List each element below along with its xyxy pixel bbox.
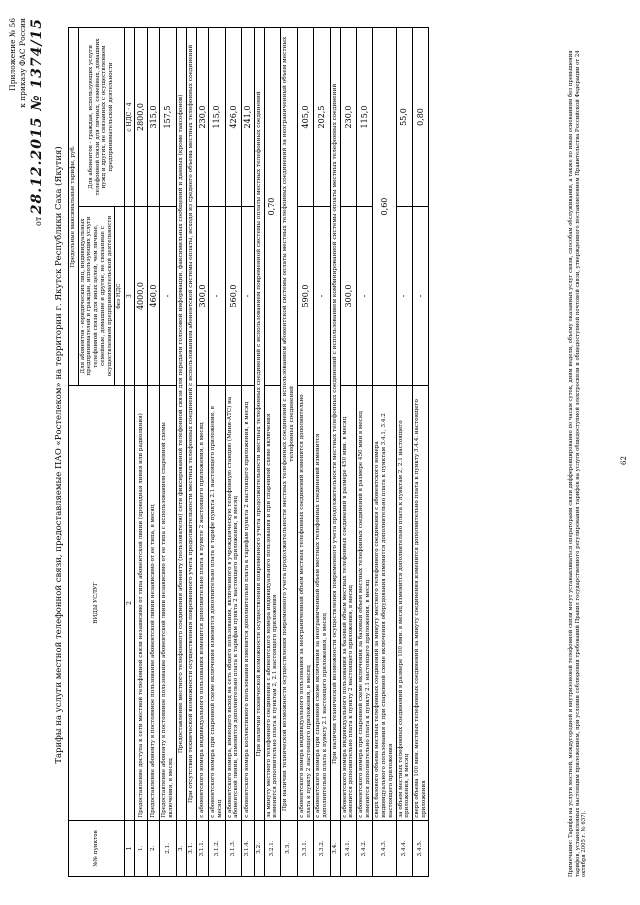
row-number: 3.1. [186, 820, 196, 876]
table-row [264, 28, 280, 877]
tariff-value-without-vat: 300,0 [340, 207, 356, 386]
col-header-citizens: Для абонентов - граждан, использующих услуги телефонной связи для личных, семейных, домашних нужд и других, не связанных с осуществлением предпринимательской деятельности [87, 38, 115, 196]
table-row [357, 28, 373, 877]
row-number: 3.1.4. [242, 820, 255, 876]
table-row [242, 28, 255, 877]
service-description: с абонентского номера индивидуального пользования за базовый объем местных телефонных соединений в размере 450 мин. в месяц изменится дополнительно плата к пункту 2 настоящего приложения, в месяц [340, 386, 356, 821]
notes [568, 27, 588, 877]
page-number: 62 [620, 456, 628, 465]
section-heading: Предоставление местного телефонного соединения абоненту (пользователю) сети фиксированной телефонной связи для передачи голосовой информации, факсимильных сообщений и данных (кроме таксофонов) [176, 28, 186, 821]
service-description: Предоставление абоненту в постоянное пользование абонентской линии независимо от ее типа, в месяц [147, 386, 160, 821]
tariff-value-without-vat: 560,0 [225, 207, 241, 386]
tariff-value-without-vat: - [396, 207, 412, 386]
table-section-row [254, 28, 264, 877]
service-description: с абонентского номера индивидуального пользования изменится дополнительно плата в пункте 2 настоящего приложения, в месяц [196, 386, 209, 821]
service-description: за объем местных телефонных соединений в размере 100 мин. в месяц изменится дополнительно плата к пунктам 2, 2.1 настоящего приложения, в месяц [396, 386, 412, 821]
tariff-value-merged: 0,60 [373, 28, 396, 386]
row-number: 3.4.3. [373, 820, 396, 876]
section-heading: При отсутствии технической возможности осуществления повременного учета продолжительности местных телефонных соединений с использованием абонентской системы оплаты, исходя из среднего объема местных телефонных соединений [186, 28, 196, 821]
tariff-value-without-vat: - [314, 207, 330, 386]
col-header-num: №№ пунктов [69, 820, 125, 876]
order-date-line [28, 18, 46, 226]
tariff-value-without-vat: - [242, 207, 255, 386]
tariff-value-with-vat: 115,0 [357, 28, 373, 207]
table-row [196, 28, 209, 877]
table-section-row [330, 28, 340, 877]
row-number: 3.2. [254, 820, 264, 876]
tariff-value-merged: 0,70 [264, 28, 280, 386]
row-number: 3.2.1. [264, 820, 280, 876]
index-cell-4: 4 [125, 102, 133, 107]
index-cell: с НДС · 4 [124, 28, 134, 207]
table-row [373, 28, 396, 877]
tariff-value-with-vat: 2800,0 [135, 28, 148, 207]
col-header-legal-entities: Для абонентов - юридических лиц, индивидуальных предпринимателей и граждан, использующих услуги телефонной связи для иных целей, чем личные, семейные, домашние и другие, не связанные с осуществлением предпринимательской деятельности [78, 207, 115, 386]
table-row [340, 28, 356, 877]
service-description: с абонентского номера при спаренной схеме включения за базовый объем местных телефонных соединений в размере 450 мин в месяц изменится дополнительно плата к пункту 2.1 настоящего приложения, в месяц [357, 386, 373, 821]
column-index-row [124, 28, 134, 877]
tariff-value-without-vat: 590,0 [297, 207, 313, 386]
notes-title: Примечание: [568, 839, 574, 877]
col-header-tariffs: Предельные максимальные тарифы, руб. [69, 28, 79, 386]
tariff-value-without-vat: - [412, 207, 428, 386]
row-number: 3.4.2. [357, 820, 373, 876]
tariff-value-without-vat: 4000,0 [135, 207, 148, 386]
tariff-value-with-vat: 426,0 [225, 28, 241, 207]
index-cell: 1 [124, 820, 134, 876]
table-section-row [280, 28, 297, 877]
row-number: 3. [176, 820, 186, 876]
tariff-value-with-vat: 241,0 [242, 28, 255, 207]
tariff-value-with-vat: 230,0 [340, 28, 356, 207]
table-row [225, 28, 241, 877]
tariff-value-with-vat: 0,80 [412, 28, 428, 207]
table-row [135, 28, 148, 877]
tariff-value-with-vat: 202,5 [314, 28, 330, 207]
tariff-value-without-vat: 460,0 [147, 207, 160, 386]
row-number: 3.3. [280, 820, 297, 876]
table-row [297, 28, 313, 877]
section-heading: При наличии технической возможности осуществления повременного учета продолжительности местных телефонных соединений с использованием комбинированной системы оплаты местных телефонных соединений [330, 28, 340, 821]
row-number: 3.1.1. [196, 820, 209, 876]
tariff-value-with-vat: 405,0 [297, 28, 313, 207]
service-description: сверх базового объема местных телефонных соединений за минуту местного телефонного соединения с абонентского номера индивидуального пользования и при спаренной схеме включения оборудования изменится дополнительно плата к пунктам 3.4.1, 3.4.2 настоящего приложения [373, 386, 396, 821]
tariff-value-with-vat: 115,0 [209, 28, 225, 207]
row-number: 3.1.3. [225, 820, 241, 876]
service-description: с абонентского номера индивидуального пользования за неограниченный объем местных телефонных соединений изменится дополнительно плата к пункту 2 настоящего приложения, в месяц [297, 386, 313, 821]
table-row [412, 28, 428, 877]
service-description: Предоставление доступа к сети местной телефонной связи независимо от типа абонентской линии (проводная линия или радиолиния) [135, 386, 148, 821]
order-reference: к приказу ФАС России [17, 18, 27, 108]
row-number: 3.3.1. [297, 820, 313, 876]
table-row [147, 28, 160, 877]
table-row [209, 28, 225, 877]
table-section-row [186, 28, 196, 877]
service-description: за минуту местного телефонного соединения с абонентского номера индивидуального пользования и при спаренной схеме включения изменится дополнительно плата к пунктам 2, 2.1 настоящего приложения [264, 386, 280, 821]
index-cell: 2 [124, 386, 134, 821]
service-description: Предоставление абоненту в постоянное пользование абонентской линии независимо от ее типа с использованием спаренной схемы включения, в месяц [160, 386, 176, 821]
row-number: 3.4.5. [412, 820, 428, 876]
row-number: 1. [135, 820, 148, 876]
service-description: с абонентского номера при спаренной схеме включения за неограниченный объем местных телефонных соединений изменится дополнительно плата к пункту 2.1 настоящего приложения, в месяц [314, 386, 330, 821]
row-number: 3.1.2. [209, 820, 225, 876]
col-header-service: ВИДЫ УСЛУГ [69, 386, 125, 821]
tariff-value-with-vat: 157,5 [160, 28, 176, 207]
col-header-without-vat: без НДС [115, 207, 125, 386]
row-number: 2. [147, 820, 160, 876]
tariff-table [68, 27, 429, 877]
index-cell: 3 [124, 207, 134, 386]
tariff-value-without-vat: 300,0 [196, 207, 209, 386]
service-description: с абонентского номера при спаренной схеме включения изменится дополнительно плата в тарифе пункта 2.1 настоящего приложения, в месяц [209, 386, 225, 821]
tariff-rows [135, 28, 429, 877]
tariff-value-with-vat: 315,0 [147, 28, 160, 207]
row-number: 3.4.4. [396, 820, 412, 876]
table-row [160, 28, 176, 877]
section-heading: При наличии технической возможности осуществления повременного учета продолжительности местных телефонных соединений с использованием повременной системы оплаты местных телефонных соединений [254, 28, 264, 821]
notes-text: Тарифы на услуги местной, междугородной и внутризоновой телефонной связи могут устанавливаться операторами связи дифференцированно по часам суток, дням недели, объему оказанных услуг связи, способам обслуживания, а также по иным основаниям без превышения тарифов, установленных настоящим приложением, при условии соблюдения требований Правил государственного регулирования тарифов на услуги общедоступной электросвязи и общедоступной почтовой связи, утвержденного постановлением Правительства Российской Федерации от 24 октября 2005 г. № 637). [568, 50, 588, 877]
row-number: 3.4.1. [340, 820, 356, 876]
service-description: с абонентского номера, имеющего выход на сеть общего пользования, включенного в учрежденческую телефонную станцию (Мини-АТС) на абонентской линии, изменится дополнительно плата к тарифам пункта 2 настоящего приложения, в месяц [225, 386, 241, 821]
section-heading: При наличии технической возможности осуществления повременного учета продолжительности местных телефонных соединений с использованием абонентской системы оплаты местных телефонных соединений за неограниченный объем местных телефонных соединений [280, 28, 297, 821]
tariff-value-with-vat: 55,0 [396, 28, 412, 207]
table-row [314, 28, 330, 877]
date-prefix: от [33, 216, 43, 226]
table-section-row [176, 28, 186, 877]
row-number: 3.4. [330, 820, 340, 876]
tariff-value-without-vat: - [357, 207, 373, 386]
with-vat-label: с НДС [125, 111, 133, 132]
appendix-header [8, 18, 46, 226]
table-row [396, 28, 412, 877]
tariff-value-without-vat: - [209, 207, 225, 386]
document-title: Тарифы на услуги местной телефонной связи, предоставляемые ПАО «Ростелеком» на территории г. Якутск Республики Саха (Якутия) [54, 146, 64, 764]
tariff-value-without-vat: - [160, 207, 176, 386]
appendix-number: Приложение № 56 [8, 18, 17, 91]
handwritten-date: 28.12.2015 № 1374/15 [28, 18, 45, 215]
col-header-citizens-wrap [78, 28, 124, 207]
row-number: 3.3.2. [314, 820, 330, 876]
tariff-value-with-vat: 230,0 [196, 28, 209, 207]
service-description: сверх объема 100 мин. местных телефонных соединений за минуту соединения изменится дополнительно плата к пункту 3.4.4. настоящего приложения [412, 386, 428, 821]
service-description: с абонентского номера коллективного пользования изменится дополнительно плата к тарифам пункта 2 настоящего приложения, в месяц [242, 386, 255, 821]
row-number: 2.1. [160, 820, 176, 876]
